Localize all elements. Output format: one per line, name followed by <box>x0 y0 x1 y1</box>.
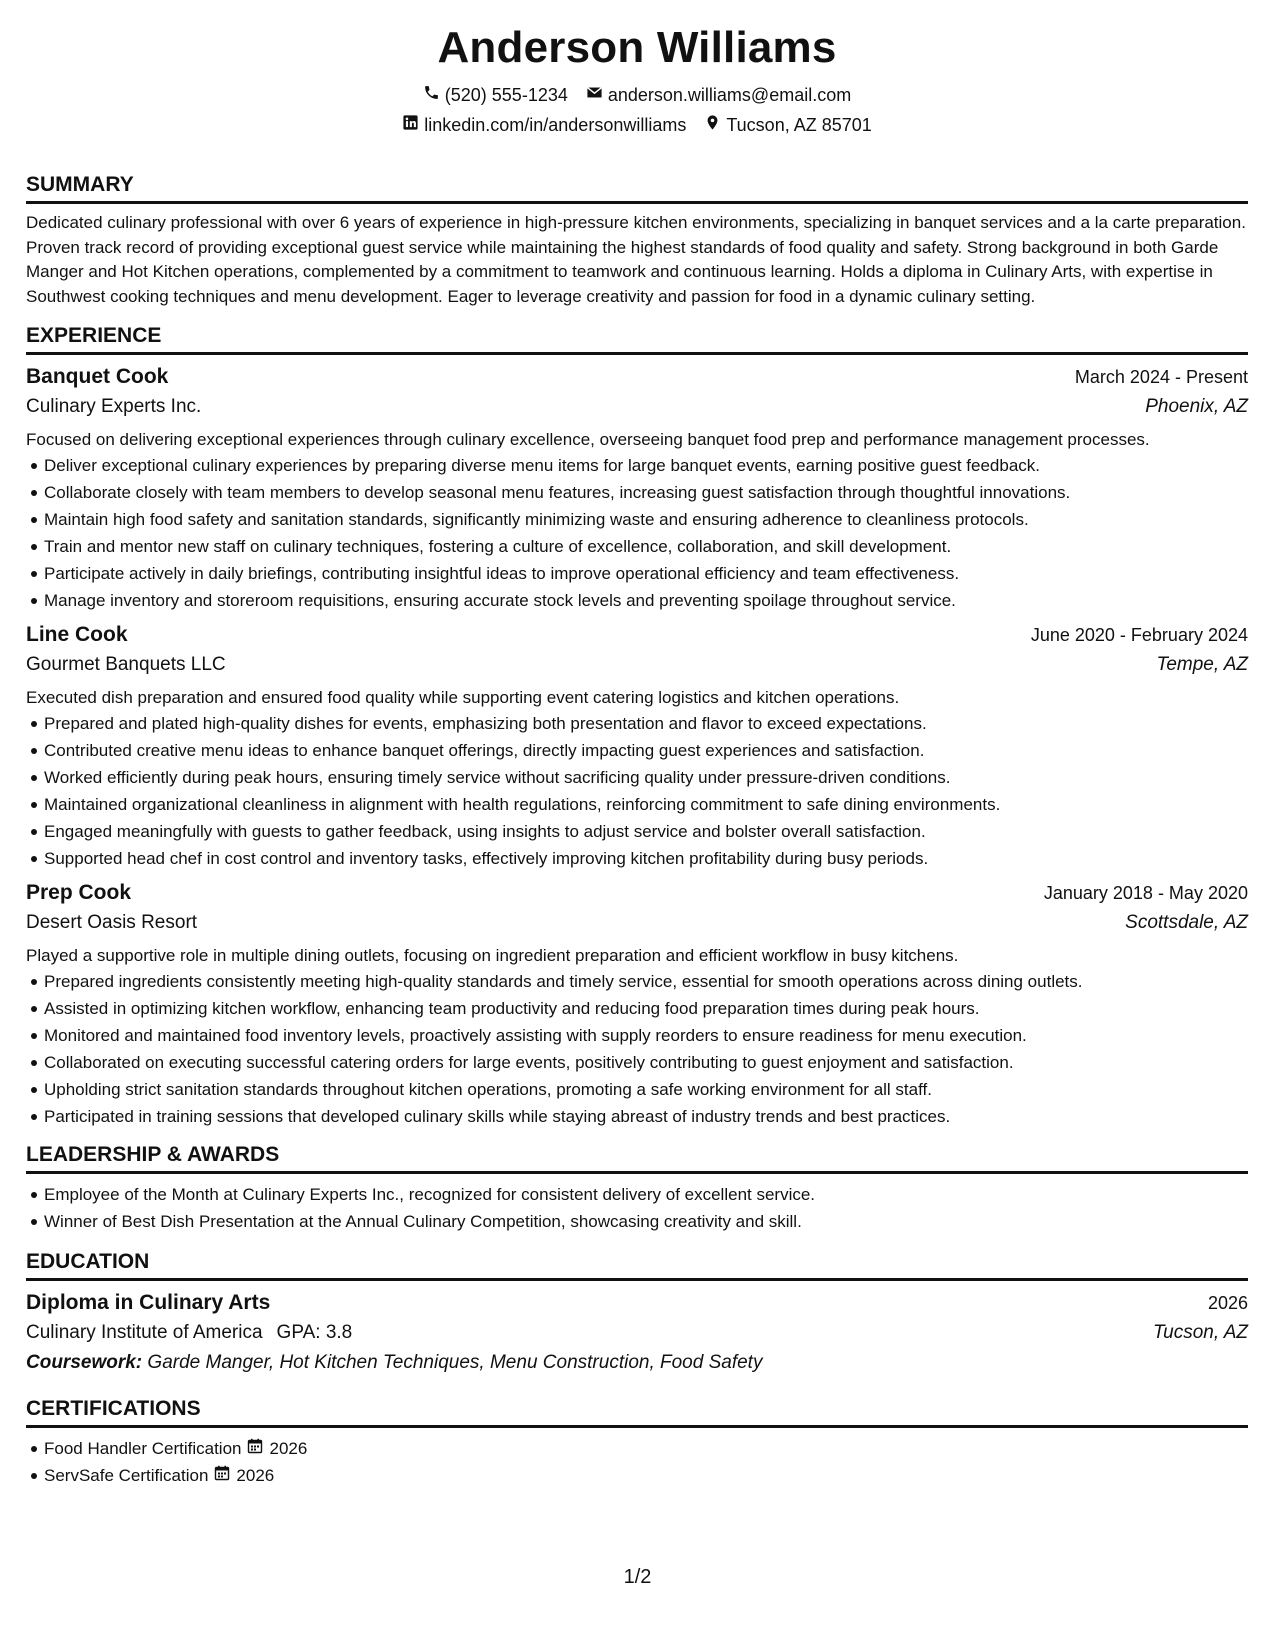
certification-name: Food Handler Certification <box>44 1439 242 1458</box>
job-location: Scottsdale, AZ <box>1125 912 1248 933</box>
calendar-icon <box>214 1462 230 1489</box>
certification-year: 2026 <box>236 1466 275 1485</box>
phone-contact <box>423 84 568 106</box>
job-dates: June 2020 - February 2024 <box>1030 625 1248 645</box>
list-item: Winner of Best Dish Presentation at the Annual Culinary Competition, showcasing creativity and skill. <box>44 1208 1248 1235</box>
list-item: Maintain high food safety and sanitation standards, significantly minimizing waste and ensuring adherence to cleanliness protocols. <box>44 506 1248 533</box>
job-bullets <box>26 710 1248 872</box>
coursework-line <box>26 1348 1248 1378</box>
job-dates: January 2018 - May 2020 <box>1043 883 1248 903</box>
company-name: Culinary Experts Inc. <box>26 396 202 417</box>
linkedin-icon <box>402 114 419 136</box>
list-item: Manage inventory and storeroom requisitions, ensuring accurate stock levels and preventing spoilage throughout service. <box>44 587 1248 614</box>
location-contact <box>704 114 871 136</box>
map-pin-icon <box>704 114 721 136</box>
list-item: Prepared ingredients consistently meeting high-quality standards and timely service, essential for smooth operations across dining outlets. <box>44 968 1248 995</box>
resume-page <box>26 20 1248 1489</box>
section-title-summary: SUMMARY <box>26 172 1248 204</box>
resume-header <box>26 20 1248 136</box>
coursework-text: Garde Manger, Hot Kitchen Techniques, Menu Construction, Food Safety <box>147 1352 763 1373</box>
section-title-education: EDUCATION <box>26 1249 1248 1281</box>
list-item <box>44 1462 1248 1489</box>
school-line <box>26 1318 352 1348</box>
list-item <box>44 1435 1248 1462</box>
gpa-text: GPA: 3.8 <box>276 1322 353 1343</box>
job-entry <box>26 620 1248 872</box>
page-number: 1/2 <box>623 1566 652 1588</box>
candidate-name: Anderson Williams <box>437 23 837 72</box>
job-description: Executed dish preparation and ensured food quality while supporting event catering logistics and kitchen operations. <box>26 688 900 707</box>
job-title: Line Cook <box>26 623 128 646</box>
company-name: Gourmet Banquets LLC <box>26 654 226 675</box>
leadership-section <box>26 1142 1248 1235</box>
summary-section <box>26 172 1248 309</box>
linkedin-link[interactable]: linkedin.com/in/andersonwilliams <box>424 115 687 135</box>
job-entry <box>26 878 1248 1130</box>
email-link[interactable]: anderson.williams@email.com <box>607 85 852 105</box>
job-bullets <box>26 452 1248 614</box>
list-item: Assisted in optimizing kitchen workflow, enhancing team productivity and reducing food preparation times during peak hours. <box>44 995 1248 1022</box>
list-item: Collaborate closely with team members to develop seasonal menu features, increasing guest satisfaction through thoughtful innovations. <box>44 479 1248 506</box>
phone-icon <box>423 84 440 106</box>
job-description: Focused on delivering exceptional experiences through culinary excellence, overseeing banquet food prep and performance management processes. <box>26 430 1150 449</box>
certifications-section <box>26 1396 1248 1489</box>
job-location: Phoenix, AZ <box>1145 396 1248 417</box>
degree-title: Diploma in Culinary Arts <box>26 1291 271 1314</box>
school-location: Tucson, AZ <box>1152 1322 1248 1343</box>
job-title: Prep Cook <box>26 881 132 904</box>
section-title-certifications: CERTIFICATIONS <box>26 1396 1248 1428</box>
list-item: Collaborated on executing successful catering orders for large events, positively contributing to guest enjoyment and satisfaction. <box>44 1049 1248 1076</box>
section-title-leadership: LEADERSHIP & AWARDS <box>26 1142 1248 1174</box>
list-item: Participated in training sessions that developed culinary skills while staying abreast of industry trends and best practices. <box>44 1103 1248 1130</box>
calendar-icon <box>247 1435 263 1462</box>
list-item: Train and mentor new staff on culinary techniques, fostering a culture of excellence, collaboration, and skill development. <box>44 533 1248 560</box>
section-title-experience: EXPERIENCE <box>26 323 1248 355</box>
awards-list <box>26 1181 1248 1235</box>
list-item: Engaged meaningfully with guests to gather feedback, using insights to adjust service and bolster overall satisfaction. <box>44 818 1248 845</box>
certification-year: 2026 <box>269 1439 308 1458</box>
phone-text: (520) 555-1234 <box>444 85 568 105</box>
list-item: Participate actively in daily briefings, contributing insightful ideas to improve operational efficiency and team effectiveness. <box>44 560 1248 587</box>
list-item: Monitored and maintained food inventory levels, proactively assisting with supply reorders to ensure readiness for menu execution. <box>44 1022 1248 1049</box>
list-item: Supported head chef in cost control and inventory tasks, effectively improving kitchen profitability during busy periods. <box>44 845 1248 872</box>
company-name: Desert Oasis Resort <box>26 912 198 933</box>
coursework-label: Coursework: <box>26 1352 143 1373</box>
education-section <box>26 1249 1248 1378</box>
envelope-icon <box>586 84 603 106</box>
graduation-year: 2026 <box>1207 1293 1248 1313</box>
list-item: Maintained organizational cleanliness in alignment with health regulations, reinforcing commitment to safe dining environments. <box>44 791 1248 818</box>
summary-text: Dedicated culinary professional with over 6 years of experience in high-pressure kitchen environments, specializing in banquet services and a la carte preparation. Proven track record of providing exceptional guest service while maintaining the highest standards of food quality and safety. Strong background in both Garde Manger and Hot Kitchen operations, complemented by a commitment to teamwork and continuous learning. Holds a diploma in Culinary Arts, with expertise in Southwest cooking techniques and menu development. Eager to leverage creativity and passion for food in a dynamic culinary setting. <box>26 213 1246 306</box>
list-item: Contributed creative menu ideas to enhance banquet offerings, directly impacting guest experiences and satisfaction. <box>44 737 1248 764</box>
list-item: Worked efficiently during peak hours, ensuring timely service without sacrificing quality under pressure-driven conditions. <box>44 764 1248 791</box>
location-text: Tucson, AZ 85701 <box>726 115 872 135</box>
list-item: Prepared and plated high-quality dishes for events, emphasizing both presentation and flavor to exceed expectations. <box>44 710 1248 737</box>
school-name: Culinary Institute of America <box>26 1322 263 1343</box>
job-title: Banquet Cook <box>26 365 169 388</box>
job-dates: March 2024 - Present <box>1074 367 1248 387</box>
job-location: Tempe, AZ <box>1156 654 1248 675</box>
list-item: Employee of the Month at Culinary Experts Inc., recognized for consistent delivery of excellent service. <box>44 1181 1248 1208</box>
experience-section <box>26 323 1248 1130</box>
job-entry <box>26 362 1248 614</box>
linkedin-contact[interactable] <box>402 114 686 136</box>
certifications-list <box>26 1435 1248 1489</box>
job-bullets <box>26 968 1248 1130</box>
list-item: Deliver exceptional culinary experiences by preparing diverse menu items for large banquet events, earning positive guest feedback. <box>44 452 1248 479</box>
list-item: Upholding strict sanitation standards throughout kitchen operations, promoting a safe working environment for all staff. <box>44 1076 1248 1103</box>
contact-line-2 <box>26 114 1248 136</box>
certification-name: ServSafe Certification <box>44 1466 209 1485</box>
job-description: Played a supportive role in multiple dining outlets, focusing on ingredient preparation and efficient workflow in busy kitchens. <box>26 946 959 965</box>
email-contact[interactable] <box>586 84 851 106</box>
contact-line-1 <box>26 84 1248 106</box>
